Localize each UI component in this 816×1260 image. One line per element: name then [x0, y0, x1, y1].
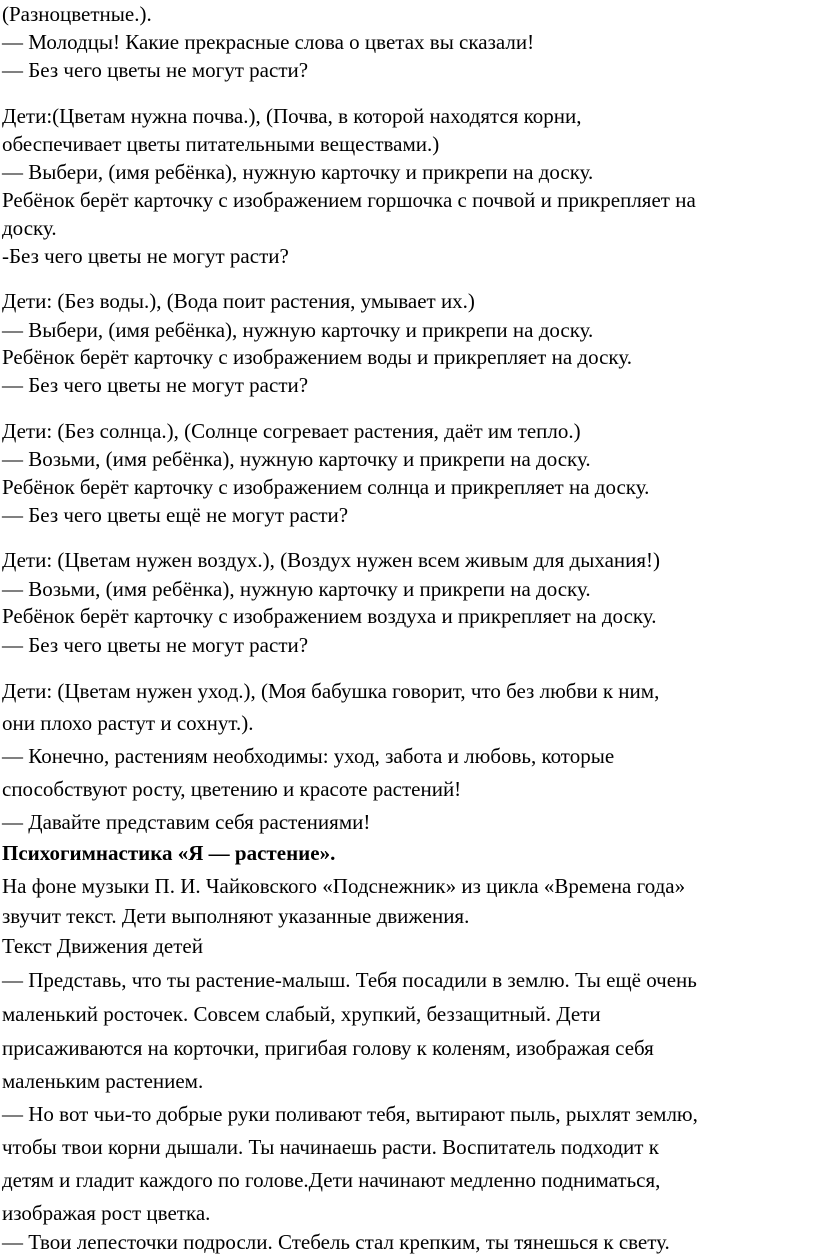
text-line: — Без чего цветы не могут расти?	[2, 58, 309, 82]
text-line: — Молодцы! Какие прекрасные слова о цветах вы сказали!	[2, 30, 535, 54]
text-line: присаживаются на корточки, пригибая голову к коленям, изображая себя	[2, 1036, 654, 1060]
text-line: — Без чего цветы не могут расти?	[2, 633, 309, 657]
text-line: — Давайте представим себя растениями!	[2, 810, 371, 834]
section-heading: Психогимнастика «Я — растение».	[2, 841, 336, 865]
text-line: маленьким растением.	[2, 1069, 204, 1093]
text-line: — Возьми, (имя ребёнка), нужную карточку и прикрепи на доску.	[2, 447, 591, 471]
text-line: Ребёнок берёт карточку с изображением воды и прикрепляет на доску.	[2, 345, 632, 369]
text-line: Ребёнок берёт карточку с изображением горшочка с почвой и прикрепляет на	[2, 188, 696, 212]
text-line: -Без чего цветы не могут расти?	[2, 244, 289, 268]
text-line: (Разноцветные.).	[2, 2, 152, 26]
text-line: Ребёнок берёт карточку с изображением воздуха и прикрепляет на доску.	[2, 604, 657, 628]
text-line: обеспечивает цветы питательными веществами.)	[2, 132, 440, 156]
text-line: — Выбери, (имя ребёнка), нужную карточку и прикрепи на доску.	[2, 318, 594, 342]
text-line: — Выбери, (имя ребёнка), нужную карточку и прикрепи на доску.	[2, 160, 594, 184]
text-line: способствуют росту, цветению и красоте растений!	[2, 777, 462, 801]
text-line: Текст Движения детей	[2, 934, 203, 958]
text-line: Ребёнок берёт карточку с изображением солнца и прикрепляет на доску.	[2, 475, 650, 499]
text-line: доску.	[2, 216, 57, 240]
text-line: Дети: (Цветам нужен воздух.), (Воздух нужен всем живым для дыхания!)	[2, 548, 661, 572]
text-line: — Конечно, растениям необходимы: уход, забота и любовь, которые	[2, 744, 615, 768]
text-line: — Твои лепесточки подросли. Стебель стал крепким, ты тянешься к свету.	[2, 1230, 670, 1254]
text-line: — Представь, что ты растение-малыш. Тебя посадили в землю. Ты ещё очень	[2, 968, 697, 992]
text-line: маленький росточек. Совсем слабый, хрупкий, беззащитный. Дети	[2, 1002, 601, 1026]
text-line: — Без чего цветы ещё не могут расти?	[2, 503, 349, 527]
text-line: детям и гладит каждого по голове.Дети начинают медленно подниматься,	[2, 1168, 661, 1192]
text-line: — Но вот чьи-то добрые руки поливают тебя, вытирают пыль, рыхлят землю,	[2, 1102, 698, 1126]
text-line: — Возьми, (имя ребёнка), нужную карточку и прикрепи на доску.	[2, 577, 591, 601]
text-line: Дети: (Без воды.), (Вода поит растения, умывает их.)	[2, 289, 475, 313]
text-line: На фоне музыки П. И. Чайковского «Подснежник» из цикла «Времена года»	[2, 874, 686, 898]
text-line: — Без чего цветы не могут расти?	[2, 373, 309, 397]
text-line: изображая рост цветка.	[2, 1201, 211, 1225]
text-line: Дети:(Цветам нужна почва.), (Почва, в которой находятся корни,	[2, 104, 582, 128]
text-line: они плохо растут и сохнут.).	[2, 711, 254, 735]
text-line: чтобы твои корни дышали. Ты начинаешь расти. Воспитатель подходит к	[2, 1135, 659, 1159]
text-line: Дети: (Цветам нужен уход.), (Моя бабушка говорит, что без любви к ним,	[2, 679, 660, 703]
text-line: звучит текст. Дети выполняют указанные движения.	[2, 904, 470, 928]
text-line: Дети: (Без солнца.), (Солнце согревает растения, даёт им тепло.)	[2, 419, 581, 443]
